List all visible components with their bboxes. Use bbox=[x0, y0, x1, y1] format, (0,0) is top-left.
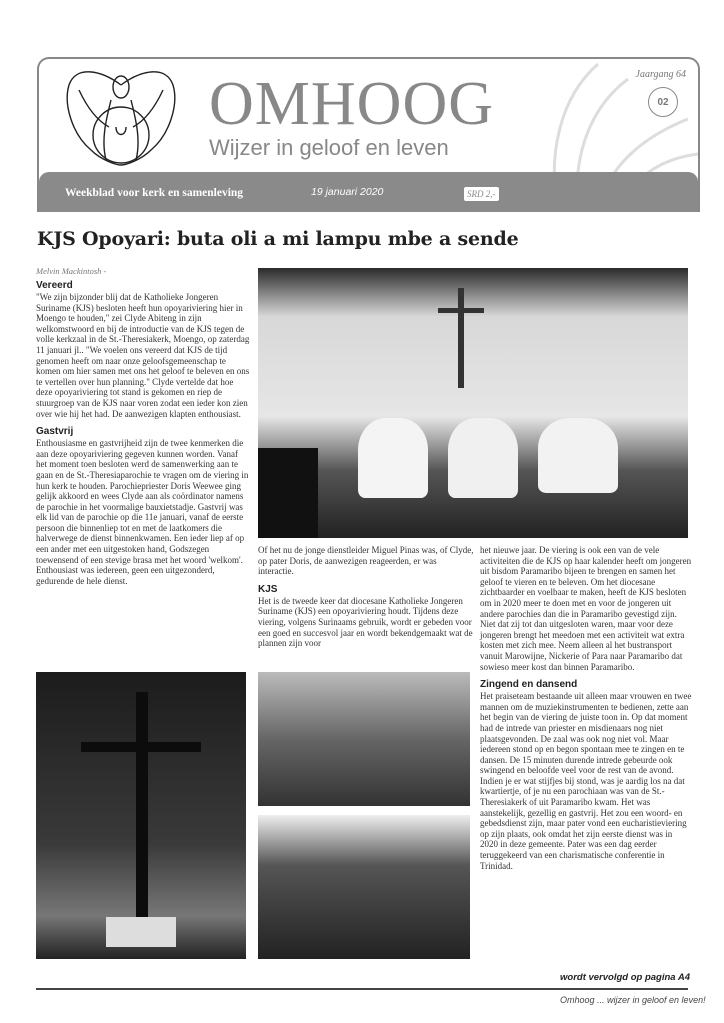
article-headline: KJS Opoyari: buta oli a mi lampu mbe a sende bbox=[37, 228, 519, 250]
newspaper-title: OMHOOG bbox=[209, 70, 494, 138]
column-1 bbox=[36, 280, 250, 593]
masthead-band bbox=[39, 172, 698, 212]
section-heading: Zingend en dansend bbox=[480, 679, 578, 691]
issue-date: 19 januari 2020 bbox=[311, 186, 384, 198]
continued-note: wordt vervolgd op pagina A4 bbox=[560, 972, 691, 983]
column-2 bbox=[258, 545, 474, 656]
photo-dancers bbox=[258, 268, 688, 538]
photo-congregation bbox=[258, 672, 470, 806]
section-body: het nieuwe jaar. De viering is ook een van de vele activiteiten die de KJS op haar kalender heeft om jongeren uit bisdom Paramaribo bijeen te brengen en samen het geloof te vieren en te beleven. Om het diocesane zichtbaarder en voelbaar te maken, heeft de KJS besloten om in 2020 meer te doen met en voor de jongeren uit andere parochies dan die in Paramaribo gevestigd zijn. Niet dat zij tot dan uitgesloten waren, maar voor deze jongeren brengt het meedoen met een activiteit wat extra kosten met zich mee. Neem alleen al het bustransport vanuit Marowijne, Nickerie of Para naar Paramaribo dat sowieso meer kost dan binnen Paramaribo. bbox=[480, 545, 692, 672]
section-body: Het is de tweede keer dat diocesane Katholieke Jongeren Suriname (KJS) een opoyariviering houdt. Tijdens deze viering, volgens Surinaams gebruik, wordt er gebeden voor een goed en succesvol jaar en wordt bekendgemaakt wat de plannen zijn voor bbox=[258, 595, 473, 649]
section-body: "We zijn bijzonder blij dat de Katholieke Jongeren Suriname (KJS) besloten heeft hun opoyariviering hier in Moengo te houden," zei Clyde Abiteng in zijn welkomstwoord en bij de introductie van de KJS tegen de volle kerkzaal in de St.-Theresiakerk, Moengo, op zaterdag 11 januari jl.. "We voelen ons vereerd dat KJS de tijd genomen heeft om naar onze geloofsgemeenschap te komen om hier samen met ons het geloof te beleven en ons te vertellen over hun planning." Clyde vertelde dat hoe deze opoyariviering tot stand is gekomen en riep de stuurgroep van de KJS naar voren zodat een ieder kon zien over wie hij het had. De aanwezigen klapten enthousiast. bbox=[36, 292, 250, 419]
section-body: Het praiseteam bestaande uit alleen maar vrouwen en twee mannen om de muziekinstrumenten te bedienen, zette aan het begin van de viering de juiste toon in. Op dat moment had de intrede van priester en misdienaars nog niet plaatsgevonden. De zaal was ook nog niet vol. Maar iedereen stond op en begon spontaan mee te zingen en te dansen. De 15 minuten durende intrede gebeurde ook swingend en beloofde veel voor de rest van de avond. Indien je er wat stijfjes bij stond, was je aardig los na dat kwartiertje, of je nu een parochiaan was van de St.-Theresiakerk of uit Paramaribo kwam. Het was aanstekelijk, gezellig en gastvrij. Het zou een woord- en gebedsdienst zijn, maar pater vond een eucharistieviering op zijn plaats, ook omdat het zijn eerste dienst was in 2020 in deze gemeente. Pater was een dag eerder teruggekeerd van een charismatische conferentie in Trinidad. bbox=[480, 691, 692, 871]
angel-logo-icon bbox=[61, 65, 181, 180]
tagline: Weekblad voor kerk en samenleving bbox=[65, 187, 244, 199]
issue-number: 02 bbox=[648, 87, 678, 117]
section-heading: Gastvrij bbox=[36, 426, 74, 438]
price-badge: SRD 2,- bbox=[464, 187, 499, 201]
newspaper-subtitle: Wijzer in geloof en leven bbox=[209, 135, 449, 160]
volume-label: Jaargang 64 bbox=[635, 69, 686, 80]
column-3 bbox=[480, 545, 692, 878]
footer-slogan: Omhoog ... wijzer in geloof en leven! bbox=[560, 995, 706, 1005]
section-heading: Vereerd bbox=[36, 280, 73, 291]
masthead bbox=[37, 57, 700, 212]
section-body: Of het nu de jonge dienstleider Miguel Pinas was, of Clyde, op pater Doris, de aanwezigen reageerden, er was interactie. bbox=[258, 545, 474, 577]
footer-divider bbox=[36, 988, 688, 990]
byline: Melvin Mackintosh - bbox=[36, 266, 107, 276]
section-heading: KJS bbox=[258, 583, 278, 595]
photo-praise-team bbox=[258, 815, 470, 959]
section-body: Enthousiasme en gastvrijheid zijn de twee kenmerken die aan deze opoyariviering gegeven kunnen worden. Vanaf het moment toen besloten werd de samenwerking aan te gaan en de St.-Theresiaparochie te vragen om de viering in hun kerk te houden. Parochiepriester Doris Weewee ging gelijk akkoord en wees Clyde aan als coördinator namens de parochie in het voormalige bauxietstadje. Gastvrij was elk lid van de parochie op die 11e januari, vanaf de eerste persoon die binnenliep tot en met de laatkomers die halverwege de dienst binnenkwamen. Een ieder liep af op een ander met een uitgestoken hand, Godszegen toewensend of een stevige brasa met het woord 'welkom'. Enthousiast was iedereen, geen een uitgezonderd, gedurende de hele dienst. bbox=[36, 438, 249, 586]
photo-crucifix bbox=[36, 672, 246, 959]
